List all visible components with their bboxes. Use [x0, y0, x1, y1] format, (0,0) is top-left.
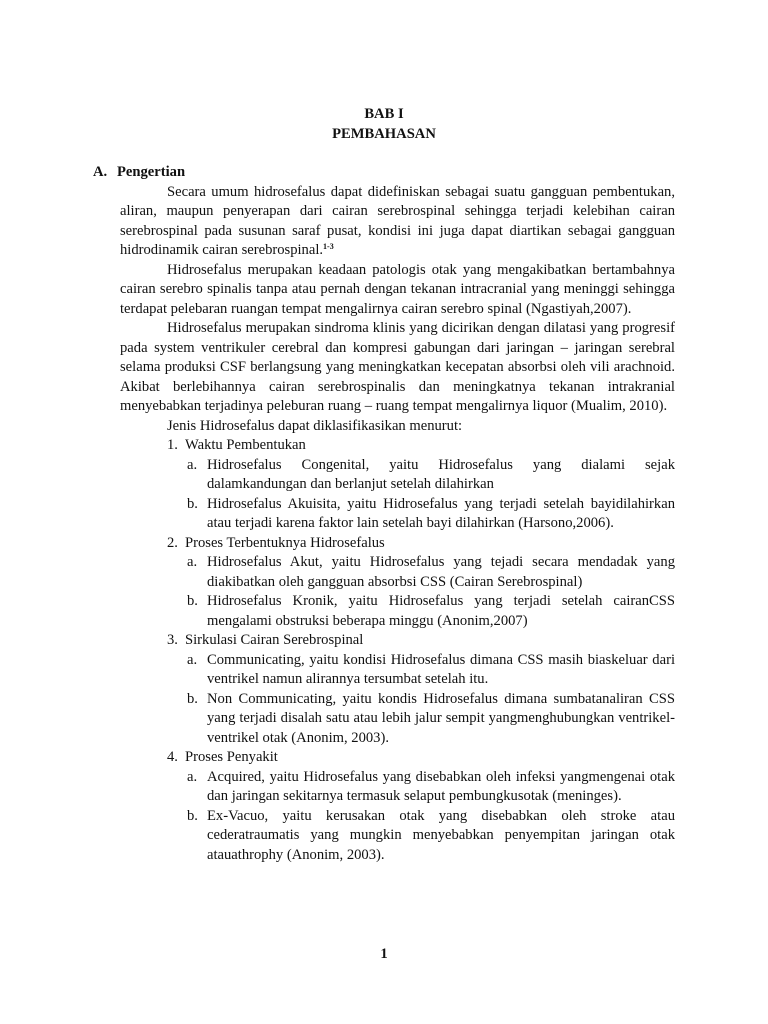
category-number: 1.: [167, 437, 178, 453]
paragraph-text: Secara umum hidrosefalus dapat didefiniskan sebagai suatu gangguan pembentukan, aliran, maupun penyerapan dari cairan serebrospinal sehingga terjadi kelebihan cairan serebrospinal pada susunan saraf pusat, kondisi ini juga dapat diartikan sebagai gangguan hidrodinamik cairan serebrospinal.: [120, 183, 675, 258]
sub-item: [185, 768, 675, 807]
sub-item-text: Non Communicating, yaitu kondis Hidrosefalus dimana sumbatanaliran CSS yang terjadi disalah satu atau lebih jalur sempit yangmenghubungkan ventrikel-ventrikel otak (Anonim, 2003).: [207, 690, 675, 746]
chapter-label: BAB I: [364, 106, 404, 122]
category-title: Proses Penyakit: [185, 749, 278, 765]
category-item: [167, 748, 675, 865]
sub-item: [185, 690, 675, 749]
sub-item-text: Hidrosefalus Akuisita, yaitu Hidrosefalus yang terjadi setelah bayidilahirkan atau terjadi karena faktor lain setelah bayi dilahirkan (Harsono,2006).: [207, 495, 675, 531]
sub-item-text: Hidrosefalus Kronik, yaitu Hidrosefalus yang terjadi setelah cairanCSS mengalami obstruksi beberapa minggu (Anonim,2007): [207, 593, 675, 629]
sub-item: [185, 651, 675, 690]
sub-item-letter: a.: [187, 768, 198, 785]
category-number: 2.: [167, 534, 178, 551]
citation-superscript: 1-3: [323, 242, 334, 251]
paragraph: Hidrosefalus merupakan sindroma klinis yang dicirikan dengan dilatasi yang progresif pada system ventrikuler cerebral dan kompresi gabungan dari jaringan – jaringan serebral selama produksi CSF berlangsung yang meningkatkan kecepatan absorbsi oleh vili arachnoid. Akibat berlebihannya cairan serebrospinalis dan meningkatnya tekanan intrakranial menyebabkan terjadinya peleburan ruang – ruang tempat mengalirnya liquor (Mualim, 2010).: [120, 320, 675, 414]
paragraph: Hidrosefalus merupakan keadaan patologis otak yang mengakibatkan bertambahnya cairan serebro spinalis tanpa atau pernah dengan tekanan intracranial yang meninggi sehingga terdapat pelebaran ruangan tempat mengalirnya cairan serebro spinal (Ngastiyah,2007).: [120, 261, 675, 317]
category-title: Waktu Pembentukan: [185, 437, 306, 453]
category-item: [167, 631, 675, 748]
sub-item-letter: b.: [187, 690, 198, 707]
sub-item-text: Ex-Vacuo, yaitu kerusakan otak yang disebabkan oleh stroke atau cederatraumatis yang mungkin menyebabkan penyempitan jaringan otak atauathrophy (Anonim, 2003).: [207, 807, 675, 863]
sub-item-letter: b.: [187, 593, 198, 609]
category-number: 4.: [167, 749, 178, 765]
section-title: Pengertian: [117, 164, 186, 180]
category-item: [167, 534, 675, 632]
category-number: 3.: [167, 632, 178, 648]
category-title: Sirkulasi Cairan Serebrospinal: [185, 632, 364, 648]
section-letter: A.: [93, 164, 108, 180]
paragraph: [120, 183, 675, 261]
section-heading: [93, 163, 675, 183]
sub-item-letter: b.: [187, 807, 198, 824]
sub-item-letter: a.: [187, 456, 198, 473]
sub-item-text: Communicating, yaitu kondisi Hidrosefalus dimana CSS masih biaskeluar dari ventrikel namun alirannya tersumbat setelah itu.: [207, 651, 675, 687]
sub-item-letter: a.: [187, 651, 198, 668]
chapter-title: PEMBAHASAN: [332, 125, 436, 142]
list-intro: Jenis Hidrosefalus dapat diklasifikasikan menurut:: [167, 417, 463, 434]
sub-item: [185, 456, 675, 495]
chapter-heading: [93, 105, 675, 144]
sub-item-letter: a.: [187, 554, 198, 570]
sub-item-letter: b.: [187, 495, 198, 512]
page-number: 1: [380, 946, 388, 962]
category-item: [167, 436, 675, 534]
sub-item-text: Hidrosefalus Congenital, yaitu Hidrosefalus yang dialami sejak dalamkandungan dan berlanjut setelah dilahirkan: [207, 456, 675, 492]
sub-item: [185, 495, 675, 534]
sub-item: [185, 553, 675, 592]
sub-item-text: Acquired, yaitu Hidrosefalus yang disebabkan oleh infeksi yangmengenai otak dan jaringan sekitarnya termasuk selaput pembungkusotak (meninges).: [207, 768, 675, 804]
category-title: Proses Terbentuknya Hidrosefalus: [185, 534, 385, 551]
page-content: [93, 105, 675, 865]
section-body: [120, 183, 675, 866]
sub-item: [185, 592, 675, 631]
sub-item: [185, 807, 675, 866]
sub-item-text: Hidrosefalus Akut, yaitu Hidrosefalus yang tejadi secara mendadak yang diakibatkan oleh gangguan absorbsi CSS (Cairan Serebrospinal): [207, 554, 675, 590]
